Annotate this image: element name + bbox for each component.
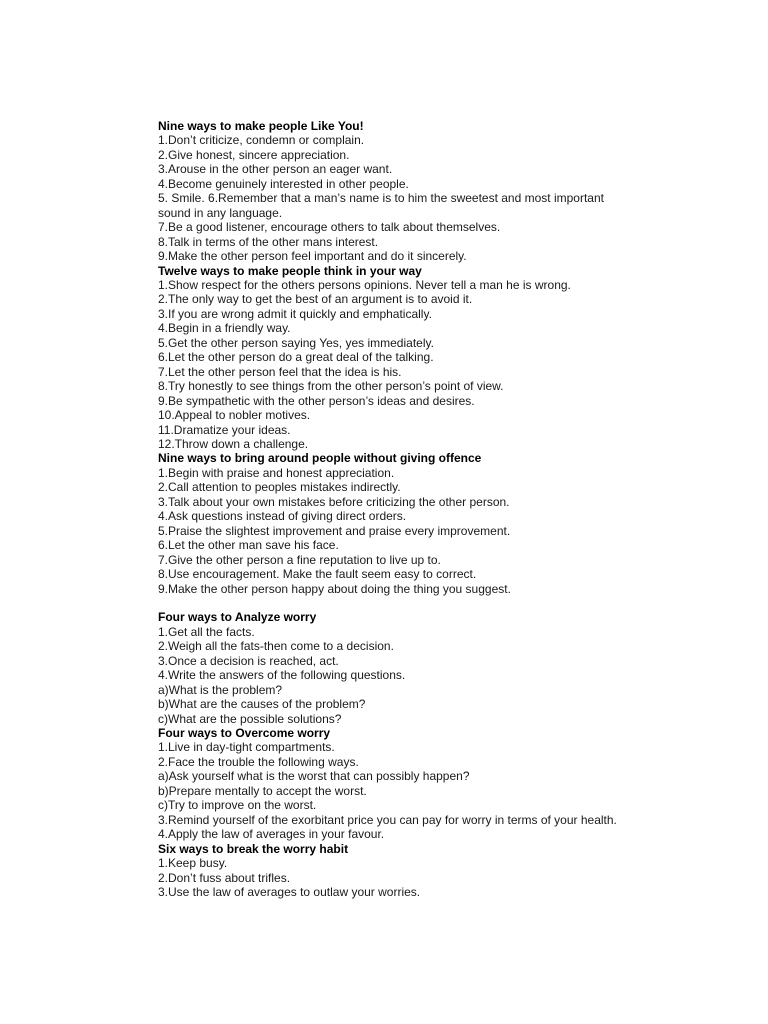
list-item: c)Try to improve on the worst.	[158, 798, 317, 813]
list-item: 8.Talk in terms of the other mans interest.	[158, 234, 379, 249]
list-item: 10.Appeal to nobler motives.	[158, 408, 311, 423]
list-item: 5. Smile. 6.Remember that a man’s name is to him the sweetest and most important sound in any language.	[158, 191, 604, 220]
list-item: 2.Face the trouble the following ways.	[158, 754, 359, 769]
list-item: 2.Call attention to peoples mistakes indirectly.	[158, 480, 401, 495]
list-item: 7.Be a good listener, encourage others to talk about themselves.	[158, 220, 501, 235]
list-item: a)What is the problem?	[158, 682, 283, 697]
list-item: 3.Once a decision is reached, act.	[158, 653, 339, 668]
section-without-offence	[158, 451, 658, 596]
list-item: 4.Apply the law of averages in your favour.	[158, 827, 385, 842]
list-item: a)Ask yourself what is the worst that can possibly happen?	[158, 769, 470, 784]
list-item: 4.Ask questions instead of giving direct orders.	[158, 509, 407, 524]
list-item: 2.Don’t fuss about trifles.	[158, 870, 291, 885]
list-item: 3.Talk about your own mistakes before criticizing the other person.	[158, 494, 510, 509]
list-item: 4.Become genuinely interested in other people.	[158, 176, 409, 191]
section-heading: Four ways to Analyze worry	[158, 610, 317, 625]
section-break-worry-habit	[158, 842, 658, 900]
list-item: b)Prepare mentally to accept the worst.	[158, 783, 367, 798]
list-item: 3.Arouse in the other person an eager want.	[158, 162, 393, 177]
list-item: b)What are the causes of the problem?	[158, 697, 366, 712]
list-item: 12.Throw down a challenge.	[158, 436, 309, 451]
list-item: 6.Let the other person do a great deal of the talking.	[158, 350, 434, 365]
list-item: 1.Show respect for the others persons opinions. Never tell a man he is wrong.	[158, 277, 571, 292]
list-item: 7.Let the other person feel that the idea is his.	[158, 364, 402, 379]
list-item: 8.Try honestly to see things from the other person’s point of view.	[158, 379, 504, 394]
list-item: c)What are the possible solutions?	[158, 711, 342, 726]
list-item: 11.Dramatize your ideas.	[158, 422, 291, 437]
blank-line	[158, 596, 658, 610]
list-item: 3.Use the law of averages to outlaw your worries.	[158, 885, 421, 899]
list-item: 1.Keep busy.	[158, 856, 228, 871]
list-item: 4.Begin in a friendly way.	[158, 321, 291, 336]
section-heading: Nine ways to bring around people without giving offence	[158, 451, 482, 466]
list-item: 8.Use encouragement. Make the fault seem easy to correct.	[158, 567, 477, 582]
list-item: 1.Live in day-tight compartments.	[158, 740, 335, 755]
section-think-your-way	[158, 264, 658, 452]
list-item: 1.Begin with praise and honest appreciation.	[158, 465, 395, 480]
list-item: 5.Praise the slightest improvement and praise every improvement.	[158, 523, 511, 538]
list-item: 3.If you are wrong admit it quickly and emphatically.	[158, 306, 432, 321]
list-item: 9.Make the other person happy about doing the thing you suggest.	[158, 581, 511, 596]
list-item: 5.Get the other person saying Yes, yes immediately.	[158, 335, 434, 350]
list-item: 2.Weigh all the fats-then come to a decision.	[158, 639, 394, 654]
section-heading: Six ways to break the worry habit	[158, 841, 349, 856]
section-overcome-worry	[158, 726, 658, 842]
list-item: 6.Let the other man save his face.	[158, 538, 339, 553]
section-like-you	[158, 119, 658, 264]
section-heading: Four ways to Overcome worry	[158, 726, 331, 741]
list-item: 2.The only way to get the best of an argument is to avoid it.	[158, 292, 473, 307]
section-heading: Twelve ways to make people think in your way	[158, 263, 422, 278]
list-item: 2.Give honest, sincere appreciation.	[158, 147, 350, 162]
section-analyze-worry	[158, 610, 658, 726]
document-page	[158, 119, 658, 899]
list-item: 4.Write the answers of the following questions.	[158, 668, 406, 683]
list-item: 3.Remind yourself of the exorbitant price you can pay for worry in terms of your health.	[158, 812, 617, 827]
list-item: 1.Don’t criticize, condemn or complain.	[158, 133, 365, 148]
list-item: 9.Make the other person feel important and do it sincerely.	[158, 249, 467, 264]
section-heading: Nine ways to make people Like You!	[158, 119, 364, 133]
list-item: 1.Get all the facts.	[158, 624, 255, 639]
list-item: 7.Give the other person a fine reputation to live up to.	[158, 552, 441, 567]
list-item: 9.Be sympathetic with the other person’s ideas and desires.	[158, 393, 475, 408]
